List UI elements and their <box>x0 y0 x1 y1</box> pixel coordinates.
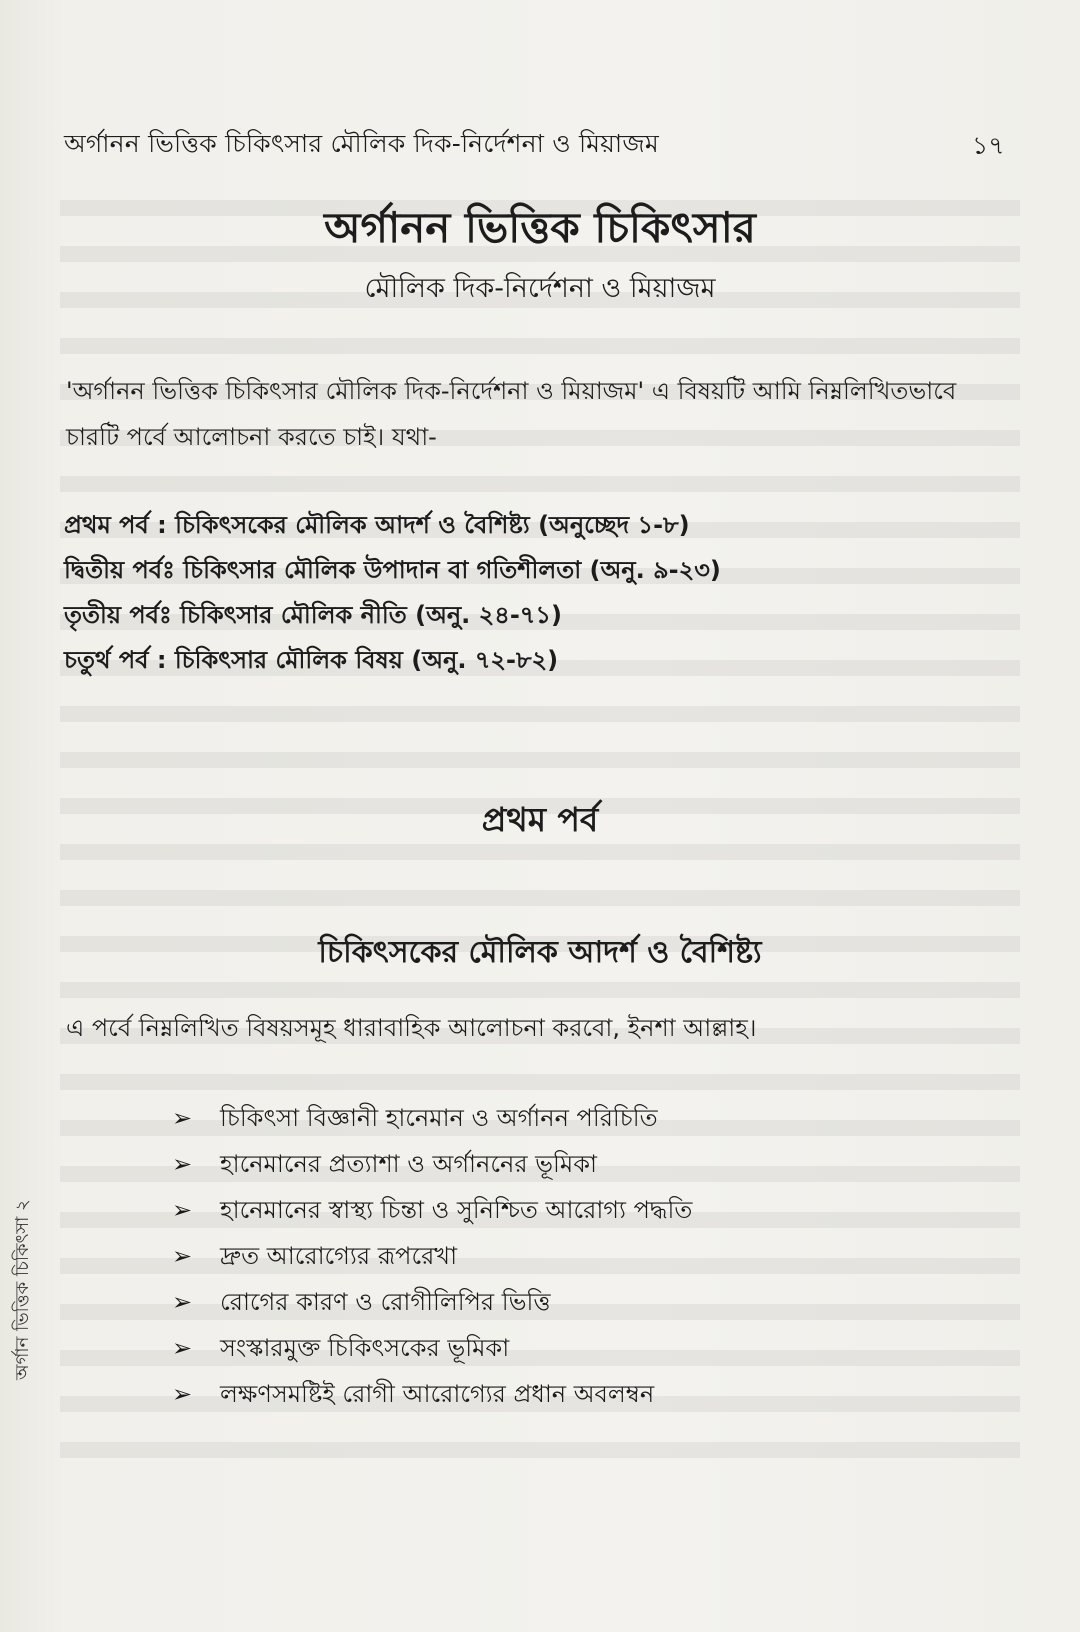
intro-paragraph: 'অর্গানন ভিত্তিক চিকিৎসার মৌলিক দিক-নির্দেশনা ও মিয়াজম' এ বিষয়টি আমি নিম্নলিখিতভাবে চারটি পর্বে আলোচনা করতে চাই। যথা- <box>66 377 957 451</box>
arrow-bullet-icon: ➢ <box>172 1288 193 1316</box>
topic-label: চিকিৎসা বিজ্ঞানী হানেমান ও অর্গানন পরিচিতি <box>220 1104 658 1132</box>
section-heading: প্রথম পর্ব <box>481 800 599 839</box>
topic-label: লক্ষণসমষ্টিই রোগী আরোগ্যের প্রধান অবলম্বন <box>220 1380 655 1408</box>
parts-list <box>64 503 721 683</box>
list-item <box>172 1279 692 1325</box>
list-item <box>172 1187 692 1233</box>
list-item <box>172 1095 692 1141</box>
arrow-bullet-icon: ➢ <box>172 1196 193 1224</box>
list-item <box>172 1141 692 1187</box>
chapter-subtitle: মৌলিক দিক-নির্দেশনা ও মিয়াজম <box>364 273 716 304</box>
list-item <box>172 1325 692 1371</box>
arrow-bullet-icon: ➢ <box>172 1242 193 1270</box>
part-item: দ্বিতীয় পর্বঃ চিকিৎসার মৌলিক উপাদান বা গতিশীলতা (অনু. ৯-২৩) <box>64 556 721 584</box>
arrow-bullet-icon: ➢ <box>172 1150 193 1178</box>
topic-label: সংস্কারমুক্ত চিকিৎসকের ভূমিকা <box>220 1334 510 1362</box>
topic-list <box>172 1095 692 1417</box>
list-item <box>172 1233 692 1279</box>
part-item: প্রথম পর্ব : চিকিৎসকের মৌলিক আদর্শ ও বৈশিষ্ট্য (অনুচ্ছেদ ১-৮) <box>64 511 690 539</box>
topic-label: রোগের কারণ ও রোগীলিপির ভিত্তি <box>220 1288 551 1316</box>
list-item <box>172 1371 692 1417</box>
topic-label: দ্রুত আরোগ্যের রূপরেখা <box>220 1242 458 1270</box>
arrow-bullet-icon: ➢ <box>172 1104 193 1132</box>
arrow-bullet-icon: ➢ <box>172 1380 193 1408</box>
chapter-title: অর্গানন ভিত্তিক চিকিৎসার <box>324 203 756 252</box>
running-header: অর্গানন ভিত্তিক চিকিৎসার মৌলিক দিক-নির্দেশনা ও মিয়াজম <box>64 129 659 158</box>
topic-label: হানেমানের প্রত্যাশা ও অর্গাননের ভূমিকা <box>220 1150 597 1178</box>
topic-label: হানেমানের স্বাস্থ্য চিন্তা ও সুনিশ্চিত আরোগ্য পদ্ধতি <box>220 1196 693 1224</box>
page-number: ১৭ <box>972 131 1005 160</box>
spine-footer-text: অর্গান ভিত্তিক চিকিৎসা ২ <box>12 1199 33 1380</box>
part-item: চতুর্থ পর্ব : চিকিৎসার মৌলিক বিষয় (অনু. ৭২-৮২) <box>64 646 559 674</box>
part-item: তৃতীয় পর্বঃ চিকিৎসার মৌলিক নীতি (অনু. ২৪-৭১) <box>64 601 562 629</box>
section-lead: এ পর্বে নিম্নলিখিত বিষয়সমূহ ধারাবাহিক আলোচনা করবো, ইনশা আল্লাহ। <box>66 1014 757 1042</box>
section-title: চিকিৎসকের মৌলিক আদর্শ ও বৈশিষ্ট্য <box>318 935 762 970</box>
arrow-bullet-icon: ➢ <box>172 1334 193 1362</box>
